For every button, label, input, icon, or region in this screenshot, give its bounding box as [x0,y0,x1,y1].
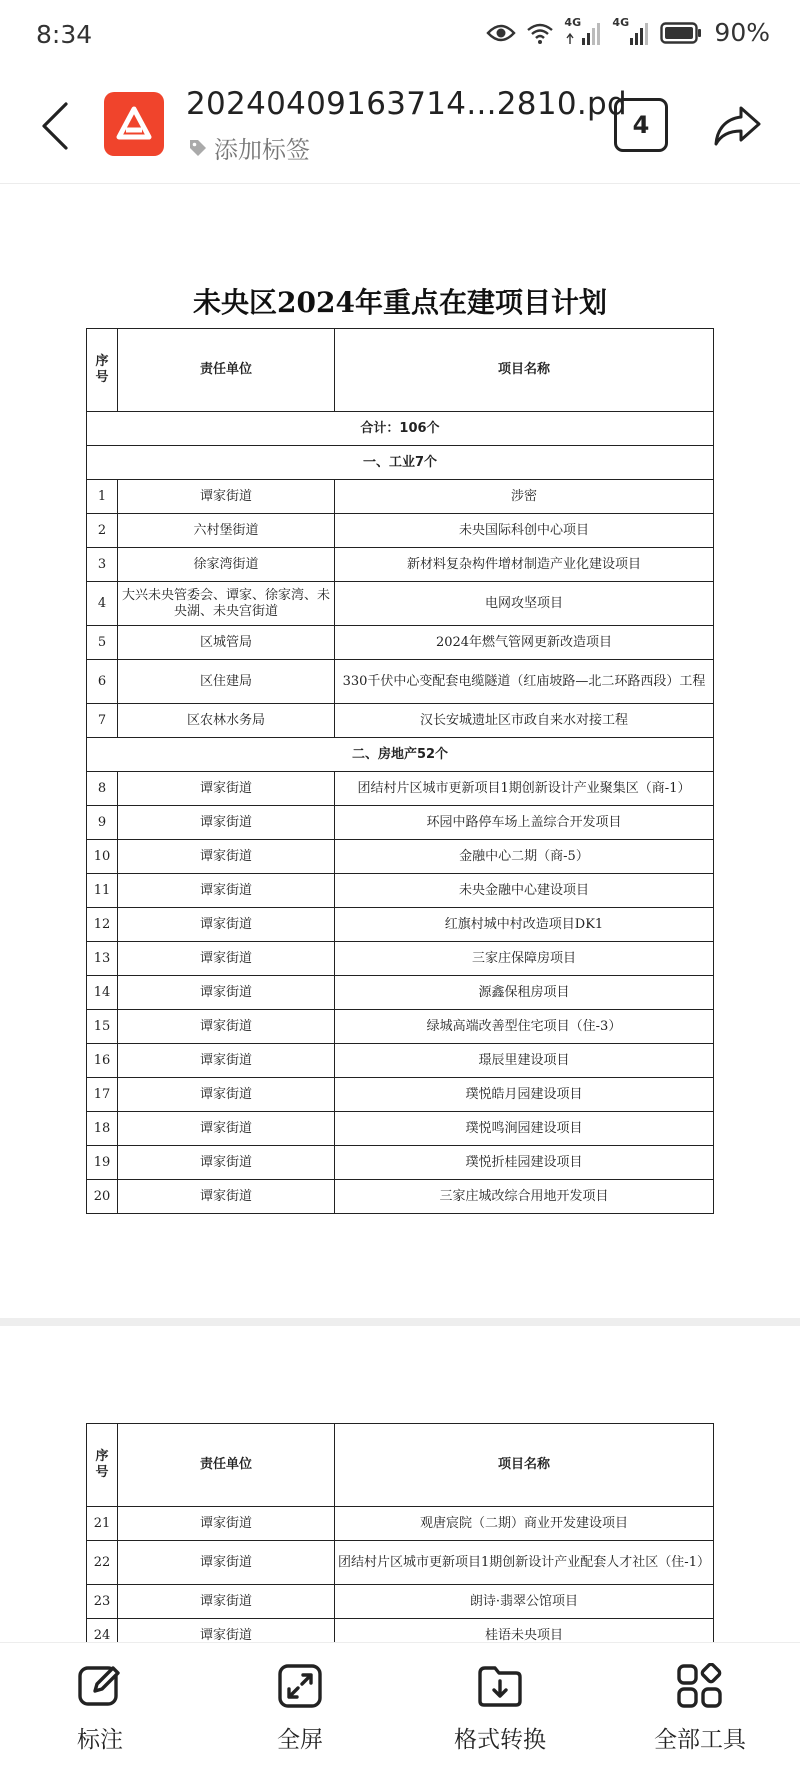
add-tag-button[interactable] [188,130,310,165]
row-seq-number: 9 [87,806,118,840]
row-seq-number: 20 [87,1180,118,1214]
row-responsible-unit: 谭家街道 [118,772,335,806]
row-responsible-unit: 谭家街道 [118,1180,335,1214]
pdf-app-logo [104,92,164,156]
row-responsible-unit: 谭家街道 [118,976,335,1010]
row-seq-number: 10 [87,840,118,874]
header-seq [87,1424,118,1507]
all-tools-label: 全部工具 [654,1727,746,1753]
row-responsible-unit: 徐家湾街道 [118,548,335,582]
row-project-name: 电网攻坚项目 [335,582,714,626]
header-project: 项目名称 [335,1424,714,1507]
signal-icon-2 [612,15,650,46]
share-arrow-icon [713,104,763,148]
battery-icon [660,22,702,44]
annotate-label: 标注 [77,1727,123,1753]
project-table-page-2 [86,1423,714,1642]
row-responsible-unit: 谭家街道 [118,1146,335,1180]
row-seq-number: 5 [87,626,118,660]
chevron-left-icon [40,101,70,151]
row-responsible-unit: 谭家街道 [118,908,335,942]
page-separator [0,1318,800,1326]
acrobat-icon [116,106,152,142]
header-seq-line2: 号 [95,370,109,385]
pdf-page-2[interactable] [0,1326,800,1642]
format-convert-label: 格式转换 [454,1727,546,1753]
document-title: 未央区2024年重点在建项目计划 [193,286,607,319]
file-name: 20240409163714...2810.pd [186,86,627,122]
row-responsible-unit: 谭家街道 [118,1010,335,1044]
row-project-name: 团结村片区城市更新项目1期创新设计产业配套人才社区（住-1） [335,1541,714,1585]
row-seq-number: 21 [87,1507,118,1541]
row-responsible-unit: 谭家街道 [118,1112,335,1146]
table-row [87,1585,714,1619]
row-responsible-unit: 六村堡街道 [118,514,335,548]
row-seq-number: 7 [87,704,118,738]
row-seq-number: 2 [87,514,118,548]
table-row [87,660,714,704]
row-seq-number: 11 [87,874,118,908]
header-seq-line1: 序 [95,354,109,369]
row-seq-number: 15 [87,1010,118,1044]
table-header-row [87,329,714,412]
table-row [87,1146,714,1180]
row-responsible-unit: 谭家街道 [118,1541,335,1585]
network-type-1: 4G [564,15,582,29]
pdf-page-1[interactable] [0,185,800,1318]
table-row [87,1078,714,1112]
row-project-name: 朗诗·翡翠公馆项目 [335,1585,714,1619]
status-bar [0,0,800,72]
row-project-name: 环园中路停车场上盖综合开发项目 [335,806,714,840]
annotate-button[interactable] [30,1663,170,1754]
row-seq-number: 4 [87,582,118,626]
bottom-toolbar [0,1642,800,1778]
table-row [87,1180,714,1214]
share-button[interactable] [708,96,768,156]
row-seq-number: 14 [87,976,118,1010]
network-type-2: 4G [612,15,630,29]
eye-icon [486,22,516,44]
row-responsible-unit: 区城管局 [118,626,335,660]
edit-pen-icon [77,1663,123,1709]
row-project-name: 金融中心二期（商-5） [335,840,714,874]
table-row [87,582,714,626]
rows-industry [87,480,714,738]
row-seq-number: 18 [87,1112,118,1146]
tag-icon [188,138,208,158]
row-responsible-unit: 谭家街道 [118,806,335,840]
format-convert-button[interactable] [430,1663,570,1754]
header-seq-line1: 序 [95,1449,109,1464]
row-responsible-unit: 谭家街道 [118,874,335,908]
total-row [87,412,714,446]
row-project-name: 三家庄保障房项目 [335,942,714,976]
row-seq-number: 19 [87,1146,118,1180]
row-project-name: 团结村片区城市更新项目1期创新设计产业聚集区（商-1） [335,772,714,806]
row-responsible-unit: 谭家街道 [118,1044,335,1078]
folder-download-icon [476,1663,524,1709]
wifi-icon [526,21,554,45]
row-seq-number: 16 [87,1044,118,1078]
row-responsible-unit: 区住建局 [118,660,335,704]
table-row [87,626,714,660]
row-project-name: 涉密 [335,480,714,514]
row-project-name: 红旗村城中村改造项目DK1 [335,908,714,942]
row-responsible-unit: 区农林水务局 [118,704,335,738]
row-project-name: 绿城高端改善型住宅项目（住-3） [335,1010,714,1044]
section-realestate: 二、房地产52个 [87,738,714,772]
all-tools-button[interactable] [630,1663,770,1754]
row-seq-number: 8 [87,772,118,806]
row-seq-number: 22 [87,1541,118,1585]
row-project-name: 璞悦皓月园建设项目 [335,1078,714,1112]
row-responsible-unit: 谭家街道 [118,1507,335,1541]
row-project-name: 源鑫保租房项目 [335,976,714,1010]
app-header [0,72,800,184]
apps-grid-icon [676,1663,724,1709]
table-row [87,480,714,514]
row-responsible-unit: 谭家街道 [118,942,335,976]
table-row [87,514,714,548]
table-row [87,1507,714,1541]
table-row [87,1541,714,1585]
row-seq-number: 13 [87,942,118,976]
row-seq-number: 6 [87,660,118,704]
header-seq [87,329,118,412]
row-responsible-unit: 谭家街道 [118,1585,335,1619]
row-responsible-unit: 谭家街道 [118,840,335,874]
row-responsible-unit: 谭家街道 [118,1619,335,1643]
rows-page-2 [87,1507,714,1643]
row-project-name: 观唐宸院（二期）商业开发建设项目 [335,1507,714,1541]
row-project-name: 2024年燃气管网更新改造项目 [335,626,714,660]
table-row [87,772,714,806]
fullscreen-label: 全屏 [277,1727,323,1753]
section-row-realestate [87,738,714,772]
row-seq-number: 1 [87,480,118,514]
page-count-button[interactable]: 4 [614,98,668,152]
row-project-name: 璟辰里建设项目 [335,1044,714,1078]
row-responsible-unit: 大兴未央管委会、谭家、徐家湾、未央湖、未央宫街道 [118,582,335,626]
back-button[interactable] [30,96,80,156]
header-project: 项目名称 [335,329,714,412]
table-row [87,1010,714,1044]
table-row [87,1112,714,1146]
row-project-name: 新材料复杂构件增材制造产业化建设项目 [335,548,714,582]
row-project-name: 璞悦折桂园建设项目 [335,1146,714,1180]
table-row [87,1619,714,1643]
row-seq-number: 17 [87,1078,118,1112]
row-project-name: 汉长安城遗址区市政自来水对接工程 [335,704,714,738]
table-row [87,806,714,840]
project-table-page-1 [86,328,714,1214]
signal-icon-1 [564,15,602,46]
table-row [87,840,714,874]
table-row [87,908,714,942]
table-row [87,942,714,976]
row-responsible-unit: 谭家街道 [118,480,335,514]
rows-realestate [87,772,714,1214]
section-row-industry [87,446,714,480]
row-project-name: 璞悦鸣涧园建设项目 [335,1112,714,1146]
status-icons [486,15,770,47]
row-seq-number: 23 [87,1585,118,1619]
table-header-row [87,1424,714,1507]
header-unit: 责任单位 [118,1424,335,1507]
table-row [87,548,714,582]
header-seq-line2: 号 [95,1465,109,1480]
row-seq-number: 12 [87,908,118,942]
row-project-name: 桂语未央项目 [335,1619,714,1643]
fullscreen-button[interactable] [230,1663,370,1754]
table-row [87,874,714,908]
table-row [87,704,714,738]
status-time: 8:34 [36,20,93,49]
expand-icon [277,1663,323,1709]
battery-percentage: 90% [714,18,770,47]
row-project-name: 未央金融中心建设项目 [335,874,714,908]
table-row [87,1044,714,1078]
row-project-name: 未央国际科创中心项目 [335,514,714,548]
row-responsible-unit: 谭家街道 [118,1078,335,1112]
section-industry: 一、工业7个 [87,446,714,480]
table-row [87,976,714,1010]
row-seq-number: 3 [87,548,118,582]
row-seq-number: 24 [87,1619,118,1643]
row-project-name: 三家庄城改综合用地开发项目 [335,1180,714,1214]
row-project-name: 330千伏中心变配套电缆隧道（红庙坡路—北二环路西段）工程 [335,660,714,704]
add-tag-label: 添加标签 [214,136,310,164]
header-unit: 责任单位 [118,329,335,412]
total-count: 合计：106个 [87,412,714,446]
